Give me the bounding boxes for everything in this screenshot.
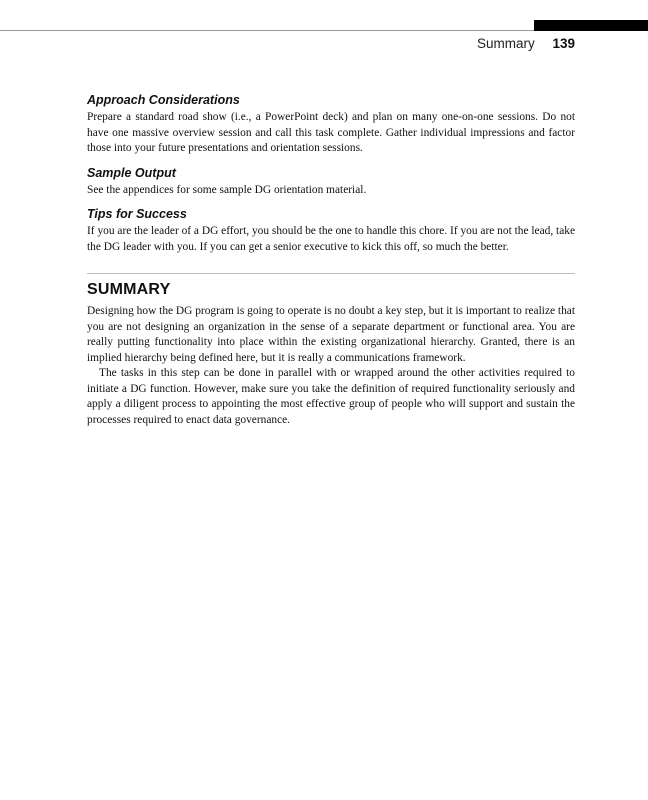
summary-paragraph-2: The tasks in this step can be done in parallel with or wrapped around the other activities required to initiate a DG function. However, make sure you take the definition of required functionality seriously and apply a diligent process to appointing the most effective group of people who will support and sustain the processes required to enact data governance. xyxy=(87,367,575,426)
approach-considerations-heading: Approach Considerations xyxy=(87,93,240,107)
header-rule xyxy=(0,30,534,31)
page-body xyxy=(87,92,575,428)
summary-heading: SUMMARY xyxy=(87,281,171,298)
section-divider xyxy=(87,273,575,274)
approach-considerations-paragraph: Prepare a standard road show (i.e., a PowerPoint deck) and plan on many one-on-one sessions. Do not have one massive overview session and call this task complete. Gather individual impressions and factor those into your future presentations and orientation sessions. xyxy=(87,111,575,154)
sample-output-heading: Sample Output xyxy=(87,165,176,180)
summary-paragraph-1: Designing how the DG program is going to operate is no doubt a key step, but it is important to realize that you are not designing an organization in the sense of a separate department or functional area. You are really putting functionality into place within the existing organizational hierarchy. Granted, there is an implied hierarchy being defined here, but it is really a communications framework. xyxy=(87,305,575,364)
running-head xyxy=(477,35,575,53)
page-number: 139 xyxy=(552,36,575,51)
tips-for-success-heading: Tips for Success xyxy=(87,207,187,221)
tips-for-success-paragraph: If you are the leader of a DG effort, you should be the one to handle this chore. If you are not the lead, take the DG leader with you. If you can get a senior executive to kick this off, so much the better. xyxy=(87,225,575,253)
header-bar xyxy=(534,20,648,31)
sample-output-paragraph: See the appendices for some sample DG orientation material. xyxy=(87,183,367,196)
running-head-section: Summary xyxy=(476,36,535,51)
